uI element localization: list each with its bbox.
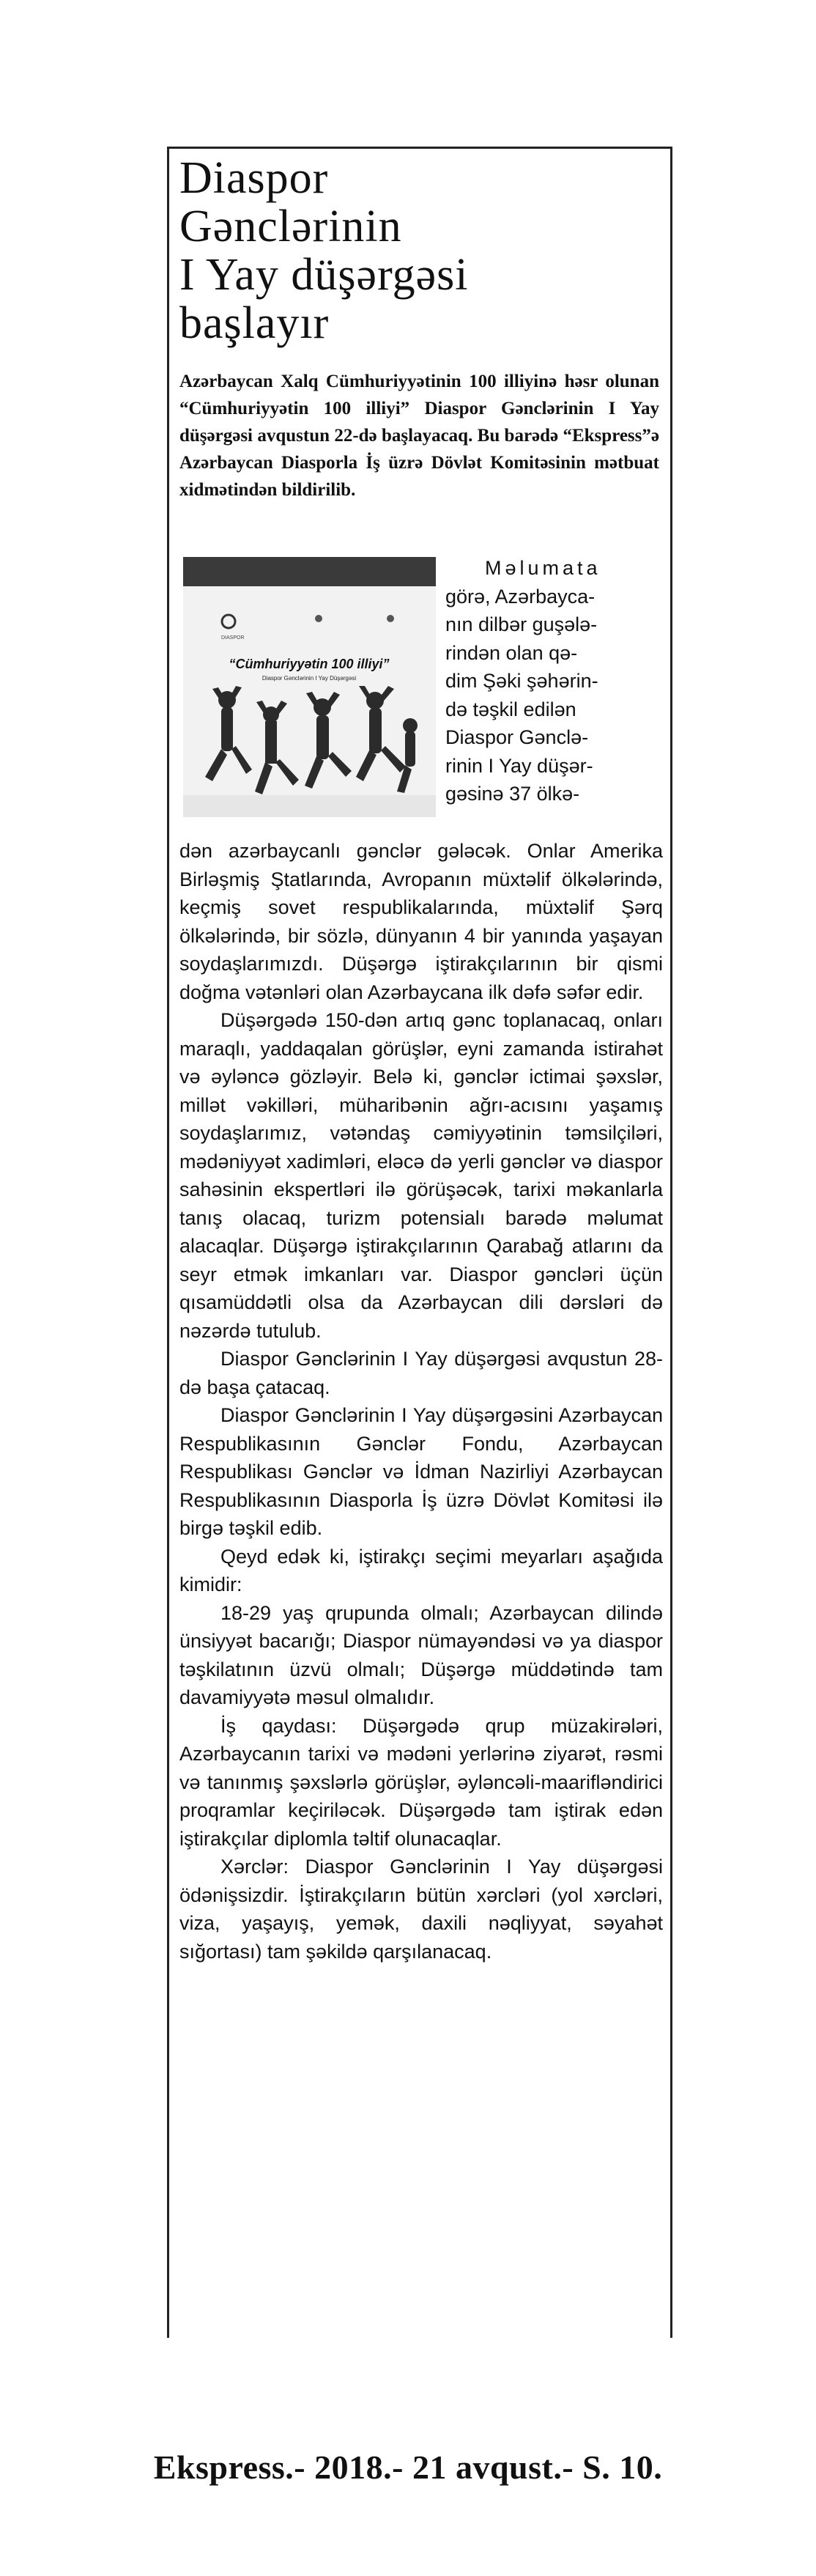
text-line: də təşkil edilən	[445, 698, 576, 720]
text-line: nın dilbər guşələ-	[445, 613, 598, 635]
jumping-youth-image	[183, 557, 436, 817]
logo-icon	[387, 615, 394, 622]
title-line: Diaspor	[179, 153, 329, 203]
text-line: Məlumata	[485, 557, 601, 579]
paragraph: İş qaydası: Düşərgədə qrup müzakirələri, Azərbaycanın tarixi və mədəni yerlərinə ziyarət, rəsmi və tanınmış şəxslərlə görüşlər, əyləncəli-maarifləndirici proqramlar keçiriləcək. Düşərgədə tam iştirak edən iştirakçılar diplomla təltif olunacaqlar.	[179, 1714, 663, 1850]
article-title	[179, 154, 619, 347]
photo-subtitle: Diaspor Gənclərinin I Yay Düşərgəsi	[262, 675, 357, 682]
text-line: dim Şəki şəhərin-	[445, 670, 598, 692]
title-line: başlayır	[179, 298, 330, 348]
title-line: Gənclərinin	[179, 202, 402, 251]
article-body	[179, 837, 663, 1966]
photo-banner: “Cümhuriyyətin 100 illiyi”	[229, 657, 390, 671]
text-line: rinin I Yay düşər-	[445, 754, 593, 777]
svg-text:DIASPOR: DIASPOR	[221, 635, 245, 641]
source-citation: Ekspress.- 2018.- 21 avqust.- S. 10.	[153, 2448, 663, 2486]
paragraph: Diaspor Gənclərinin I Yay düşərgəsini Azərbaycan Respublikasının Gənclər Fondu, Azərbaycan Respublikası Gənclər və İdman Nazirliyi Azərbaycan Respublikasının Diasporla İş üzrə Dövlət Komitəsi ilə birgə təşkil edib.	[179, 1404, 663, 1539]
paragraph: Diaspor Gənclərinin I Yay düşərgəsi avqustun 28-də başa çatacaq.	[179, 1348, 663, 1398]
logo-icon	[315, 615, 322, 622]
paragraph: dən azərbaycanlı gənclər gələcək. Onlar Amerika Birləşmiş Ştatlarında, Avropanın müxtəlif ölkələrində, keçmiş sovet respublikalarında, müxtəlif Şərq ölkələrində, bir sözlə, dünyanın 4 bir yanında yaşayan soydaşlarımızdı. Düşərgə iştirakçılarının bir qismi doğma vətənləri olan Azərbaycana ilk dəfə səfər edir.	[179, 840, 663, 1003]
text-line: gəsinə 37 ölkə-	[445, 783, 580, 805]
title-line: I Yay düşərgəsi	[179, 250, 469, 300]
article-lead: Azərbaycan Xalq Cümhuriyyətinin 100 illiyinə həsr olunan “Cümhuriyyətin 100 illiyi” Diaspor Gənclərinin I Yay düşərgəsi avqustun 22-də başlayacaq. Bu barədə “Ekspress”ə Azərbaycan Diasporla İş üzrə Dövlət Komitəsinin mətbuat xidmətindən bildirilib.	[179, 372, 659, 500]
article-photo	[183, 557, 436, 817]
text-line: görə, Azərbayca-	[445, 585, 596, 608]
text-line: rindən olan qə-	[445, 641, 578, 664]
text-line: Diaspor Gənclə-	[445, 726, 589, 748]
paragraph: Xərclər: Diaspor Gənclərinin I Yay düşərgəsi ödənişsizdir. İştirakçıların bütün xərcləri (yol xərcləri, viza, yaşayış, yemək, daxili nəqliyyat, səyahət sığortası) tam şəkildə qarşılanacaq.	[179, 1856, 663, 1963]
paragraph: Düşərgədə 150-dən artıq gənc toplanacaq, onları maraqlı, yaddaqalan görüşlər, eyni zamanda istirahət və əyləncə gözləyir. Belə ki, gənclər ictimai şəxslər, millət vəkilləri, müharibənin ağrı-acısını yaşamış soydaşlarımız, vətəndaş cəmiyyətinin təmsilçiləri, mədəniyyət xadimləri, eləcə də yerli gənclər və diaspor sahəsinin ekspertləri ilə görüşəcək, tarixi məkanlarla tanış olacaq, turizm potensialı barədə məlumat alacaqlar. Düşərgə iştirakçılarının Qarabağ atlarını da seyr etmək imkanları var. Diaspor gəncləri üçün qısamüddətli olsa da Azərbaycan dili dərsləri də nəzərdə tutulub.	[179, 1009, 663, 1342]
paragraph: Qeyd edək ki, iştirakçı seçimi meyarları aşağıda kimidir:	[179, 1545, 663, 1595]
paragraph: 18-29 yaş qrupunda olmalı; Azərbaycan dilində ünsiyyət bacarığı; Diaspor nümayəndəsi və ya diaspor təşkilatının üzvü olmalı; Düşərgə müddətində tam davamiyyətə məsul olmalıdır.	[179, 1601, 663, 1708]
narrow-column	[445, 554, 665, 808]
